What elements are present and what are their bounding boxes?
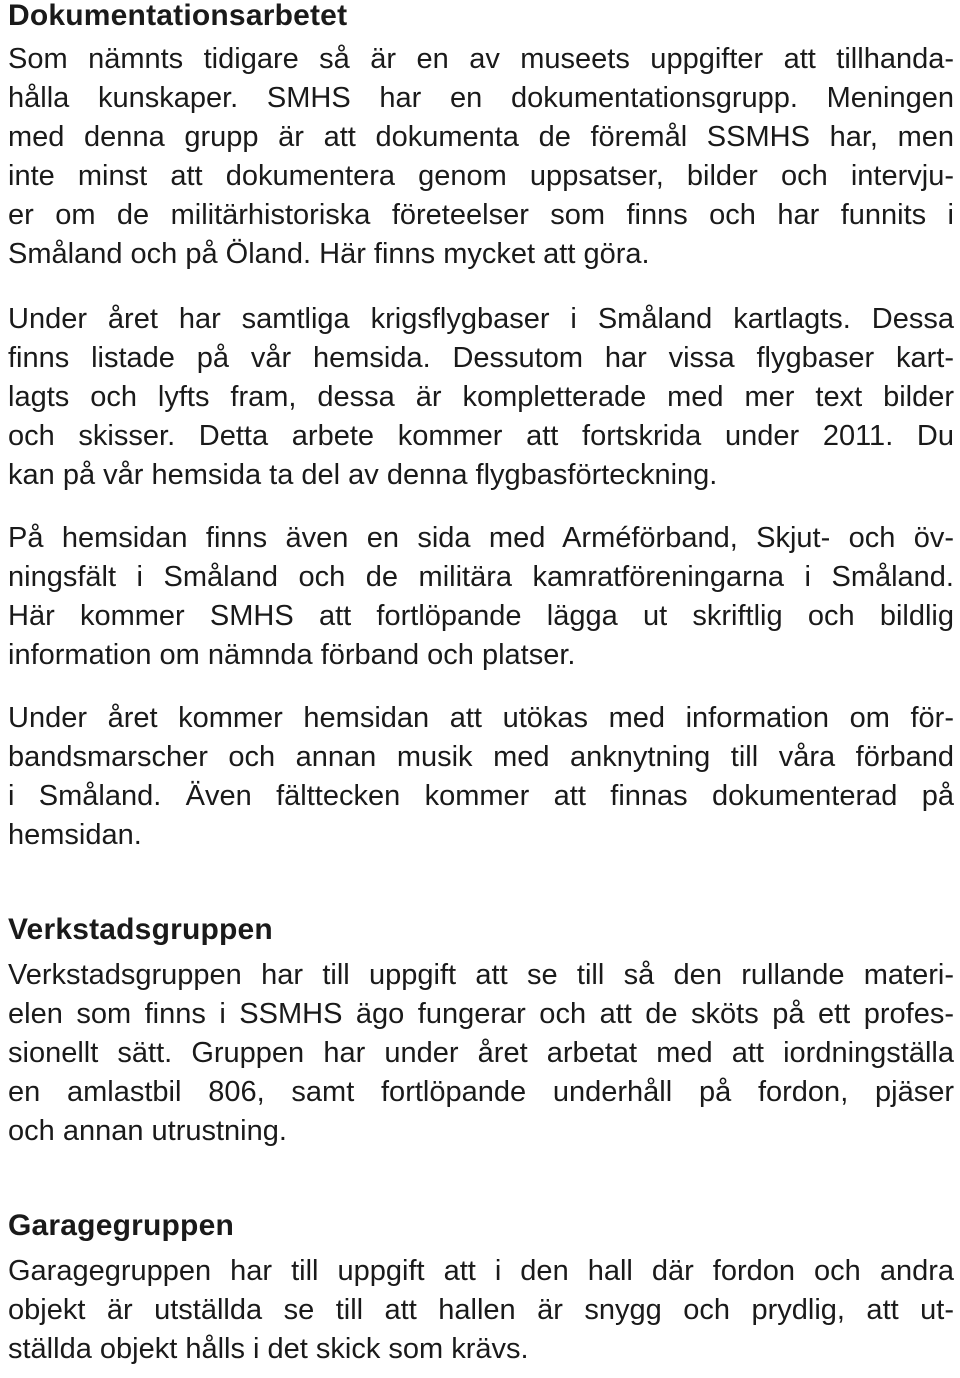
section-heading: Dokumentationsarbetet [8,0,348,32]
text-line: information om nämnda förband och platser. [8,639,576,671]
text-line: lagts och lyfts fram, dessa är kompletterade med mer text bilder [8,381,954,413]
text-line: Under året kommer hemsidan att utökas med information om för- [8,702,954,734]
paragraph [8,519,954,675]
section-garagegruppen [8,1208,954,1369]
text-line: hålla kunskaper. SMHS har en dokumentationsgrupp. Meningen [8,82,954,114]
text-line: På hemsidan finns även en sida med Arméförband, Skjut- och öv- [8,522,954,554]
text-line: Som nämnts tidigare så är en av museets uppgifter att tillhanda- [8,43,954,75]
text-line: bandsmarscher och annan musik med anknytning till våra förband [8,741,954,773]
section-heading: Garagegruppen [8,1209,234,1242]
text-line: Garagegruppen har till uppgift att i den hall där fordon och andra [8,1255,954,1287]
section-heading: Verkstadsgruppen [8,913,273,946]
section-dokumentationsarbetet [8,0,954,855]
text-line: finns listade på vår hemsida. Dessutom har vissa flygbaser kart- [8,342,954,374]
paragraph [8,300,954,495]
text-line: ställda objekt hålls i det skick som krävs. [8,1333,529,1365]
paragraph [8,1252,954,1369]
text-line: inte minst att dokumentera genom uppsatser, bilder och intervju- [8,160,954,192]
paragraph [8,699,954,855]
text-line: i Småland. Även fälttecken kommer att finnas dokumenterad på [8,780,954,812]
text-line: Småland och på Öland. Här finns mycket att göra. [8,238,650,270]
paragraph [8,40,954,274]
section-verkstadsgruppen [8,912,954,1151]
text-line: en amlastbil 806, samt fortlöpande underhåll på fordon, pjäser [8,1076,954,1108]
text-line: Verkstadsgruppen har till uppgift att se till så den rullande materi- [8,959,954,991]
text-line: Här kommer SMHS att fortlöpande lägga ut skriftlig och bildlig [8,600,954,632]
text-line: sionellt sätt. Gruppen har under året arbetat med att iordningställa [8,1037,954,1069]
text-line: kan på vår hemsida ta del av denna flygbasförteckning. [8,459,718,491]
text-line: Under året har samtliga krigsflygbaser i Småland kartlagts. Dessa [8,303,954,335]
text-line: hemsidan. [8,819,142,851]
text-line: ningsfält i Småland och de militära kamratföreningarna i Småland. [8,561,954,593]
text-line: och skisser. Detta arbete kommer att fortskrida under 2011. Du [8,420,954,452]
text-line: med denna grupp är att dokumenta de föremål SSMHS har, men [8,121,954,153]
text-line: objekt är utställda se till att hallen är snygg och prydlig, att ut- [8,1294,954,1326]
text-line: elen som finns i SSMHS ägo fungerar och att de sköts på ett profes- [8,998,954,1030]
text-line: er om de militärhistoriska företeelser som finns och har funnits i [8,199,954,231]
paragraph [8,956,954,1151]
text-line: och annan utrustning. [8,1115,287,1147]
